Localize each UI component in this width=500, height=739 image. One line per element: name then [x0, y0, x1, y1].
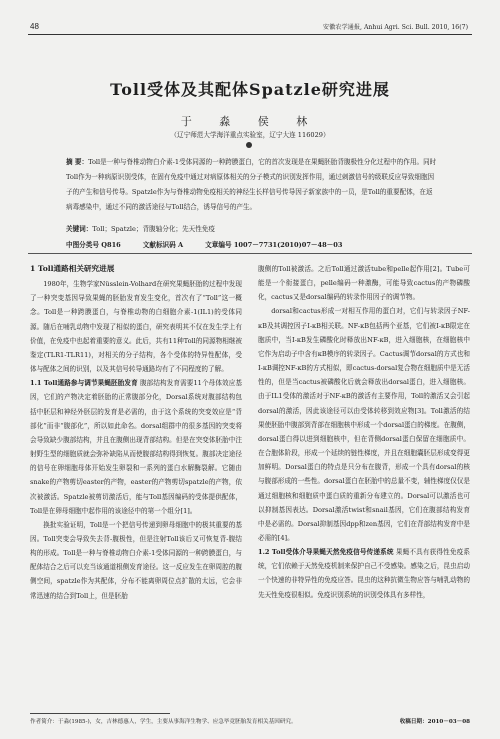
classification-meta	[66, 239, 342, 249]
author-note: 作者简介：于淼(1985-)，女，吉林德惠人，学生，主要从事海洋生物学、应急毕竟胚胎发育相关基因研究。	[30, 719, 297, 725]
right-column	[258, 262, 470, 602]
subsection-paragraph	[258, 545, 470, 602]
received-date: 收稿日期：2010－03－08	[399, 719, 470, 725]
section-heading-1: 1 Toll通路相关研究进展	[30, 264, 115, 273]
separator-dot	[246, 142, 252, 148]
author-names: 于 淼 侯 林	[180, 115, 320, 128]
header-rule	[28, 34, 472, 35]
abstract-label: 摘 要：	[66, 158, 89, 166]
clc-number: 中图分类号 Q816	[66, 241, 121, 249]
abstract-rule	[28, 253, 472, 254]
subsection-heading-1-1: 1.1 Toll通路参与调节果蝇胚胎发育	[30, 379, 138, 388]
subsection-heading-1-2: 1.2 Toll受体介导果蝇天然免疫信号传递系统	[258, 548, 394, 557]
paragraph: 1980年，生物学家Nüsslein-Volhard在研究果蝇胚胎的过程中发现了一种突变基因导致果蝇的胚胎发育发生变化，首次有了“Toll”这一概念。Toll是一种跨膜蛋白，与脊椎动物的白细胞介素-1(IL1)的受体同源。随后在哺乳动物中发现了相似的蛋白，研究表明其不仅在发生学上有价值，在免疫中也起着重要的意义。此后，共有11种Toll的同源物相继被鉴定(TLR1-TLR11)，对相关的分子结构，各个受体的特异性配体，受体与配体之间的识别，以及其信号转导通路均有了不同程度的了解。	[30, 280, 242, 374]
keywords-label: 关键词：	[66, 225, 93, 233]
keywords	[66, 223, 438, 233]
footnote-rule	[30, 713, 170, 714]
paragraph-text: 果蝇不具有获得性免疫系统，它们依赖于天然免疫机制来保护自己不受感染。感染之后，昆虫启动一个快速的非特异性的免疫应答。昆虫的这种抗微生物应答与哺乳动物的先天性免疫很相似。免疫识别系统的识别受体具有多样性，	[258, 548, 470, 599]
page-number: 48	[30, 22, 39, 31]
paragraph: 换批实验证明，Toll是一个把信号传递到卵母细胞中的极其重要的基因。Toll突变会导致失去背-腹极性，但是注射Toll该后又可恢复背-腹结构的形成。Toll是一种与脊椎动物白介素-1受体同源的一种跨膜蛋白，与配体结合之后可以充当该通道根侧发育途径。这一反应发生在卵周腔的腹侧空间，spatzle作为其配体，分布不能离卵周位点扩散的太远，它会非常迅速的结合到Toll上，但是胚胎	[30, 520, 242, 600]
paragraph: dorsal和cactus形成一对相互作用的蛋白对，它们与转录因子NF-κB及其调控因子I-κB相关联。NF-κB包括两个亚基，它们被I-κB限定在胞质中，当I-κB发生磷酸化时释放出NF-κB，进入细胞核，在细胞核中它作为启动子中含有κB模序的转录因子。Cactus调节dorsal的方式也和I-κB调控NF-κB的方式相似，即cactus-dorsal复合物在细胞质中是无活性的，但是当cactus被磷酸化后就会释放出dorsal蛋白，进入细胞核。由于IL1受体的激活对于NF-κB的激活有主要作用，Toll的激活又会引起dorsal的激活，因此该途径可以由受体转移到效应物[3]。Toll激活的结果使胚胎中腹部到背部在细胞核中形成一个dorsal蛋白的梯度。在腹侧，dorsal蛋白得以进到细胞核中，但在背侧dorsal蛋白保留在细胞质中。在合胞体阶段，形成一个延续的链性梯度，并且在细胞囊胚层形成变得更加鲜明。Dorsal蛋白的特点是只分布在腹背，形成一个具有dorsal的核与腹部形成的一些性。dorsal蛋白在胚胎中的总量不变，辅性梯度仅仅是通过细胞核和细胞质中蛋白质的重新分布建立的。Dorsal可以激活也可以抑制基因表达。Dorsal激活twist和snail基因，它们在腹部结构发育中是必需的。Dorsal抑制基因dpp和zen基因，它们在背部结构发育中是必需的[4]。	[258, 307, 470, 542]
abstract	[66, 155, 438, 215]
left-column	[30, 262, 242, 603]
article-title: Toll受体及其配体Spatzle研究进展	[110, 80, 390, 99]
document-code: 文献标识码 A	[142, 241, 184, 249]
article-number: 文章编号 1007－7731(2010)07－48－03	[205, 241, 343, 249]
paragraph-text: 腹部结构发育需要11个母体效应基因，它们的产物决定着胚胎的正常腹部分化，Dorsal系统对腹部结构包括中胚层和神经外胚层的发育是必需的，由于这个系统的突变效应是“背部化”而非“腹部化”，所以如此命名。dorsal组群中的很多基因的突变将会导致缺少腹部结构，并且在腹侧出现背部结构。但是在突变体胚胎中注射野生型的细胞质就会弥补缺陷从而使腹部结构得到恢复。腹部决定途径的信号在卵细胞母体开始发生卵裂和一系列的蛋白水解酶裂解。它随由snake的产物剪切easter的产物，easter的产物剪切spatzle的产物，依次被激活。Spatzle被剪切激活后，能与Toll基因编码的受体提供配体，Toll是在卵母细胞中起作用的该途径中的第一个组分[1]。	[30, 379, 243, 515]
journal-header: 安徽农学通报, Anhui Agri. Sci. Bull. 2010, 16(7)	[322, 24, 468, 31]
footnote	[30, 717, 470, 725]
keywords-text: Toll；Spatzle；背腹轴分化；先天性免疫	[92, 225, 215, 233]
subsection-paragraph	[30, 376, 242, 518]
abstract-text: Toll是一种与脊椎动物白介素-1受体同源的一种跨膜蛋白，它的首次发现是在果蝇胚胎背腹极性分化过程中的作用。同时Toll作为一种病原识别受体，在固有免疫中通过对病原体相关的分子模式的识别发挥作用，通过刺激信号的级联反应导致细胞因子的产生和信号传导。Spatzle作为与脊椎动物免疫相关的神经生长样信号传导因子新家族中的一员，是Toll的重要配体，在返病毒感染中，通过不同的激活途径与Toll结合，诱导信号的产生。	[66, 158, 437, 211]
paragraph: 腹侧的Toll被激活。之后Toll通过激活tube和pelle起作用[2]。Tube可能是一个衔接蛋白，pelle编码一种激酶，可能导致cactus的产物磷酸化，cactus又是dorsal编码的转录作用因子的调节物。	[258, 265, 470, 302]
affiliation: （辽宁师范大学海洋重点实验室，辽宁大连 116029）	[170, 131, 330, 139]
